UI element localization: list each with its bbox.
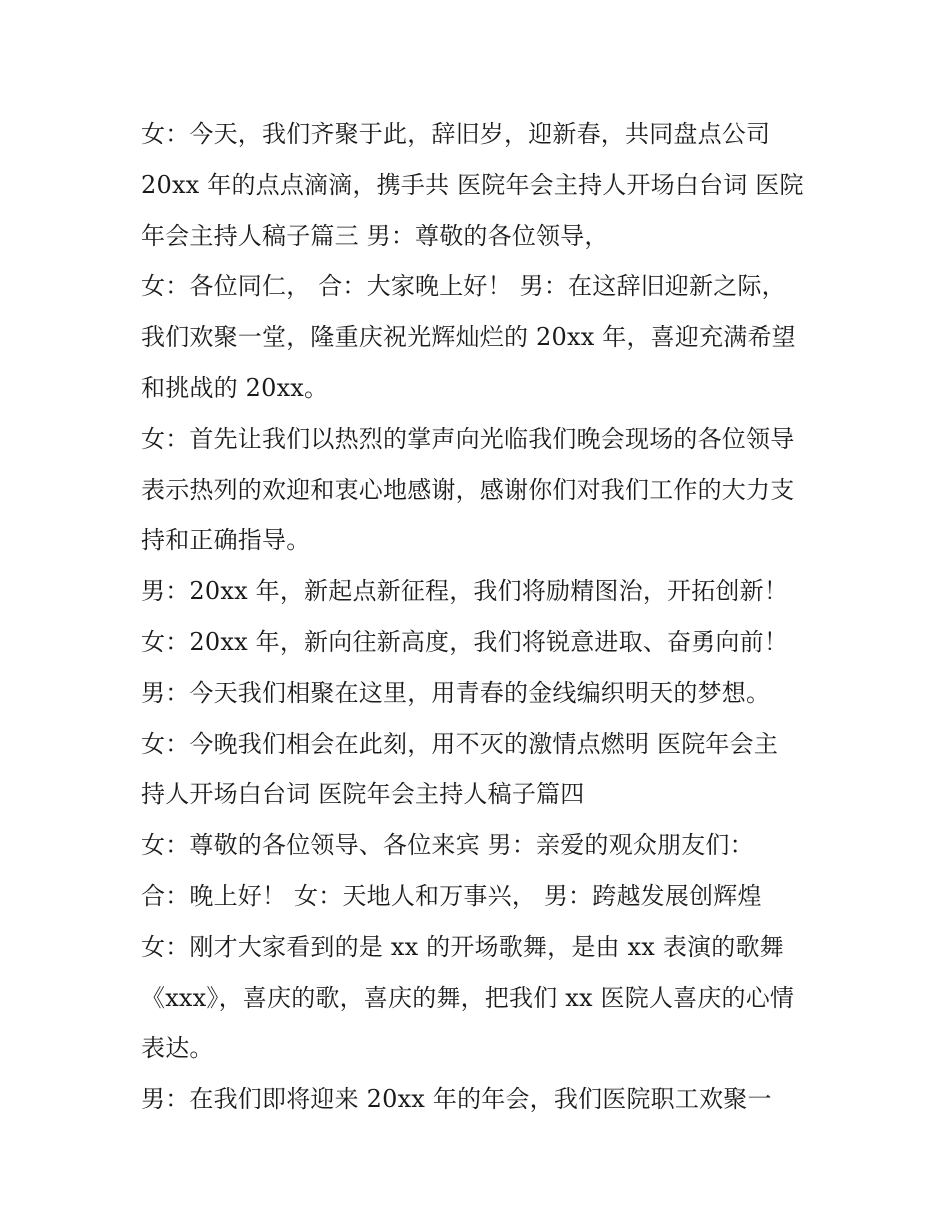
text-line: 年会主持人稿子篇三 男：尊敬的各位领导，: [141, 221, 609, 250]
text-line: 女：首先让我们以热烈的掌声向光临我们晚会现场的各位领导: [141, 424, 795, 453]
text-line: 20xx 年的点点滴滴，携手共 医院年会主持人开场白台词 医院: [141, 170, 804, 199]
text-line: 和挑战的 20xx。: [141, 373, 329, 402]
document-body: [141, 109, 841, 1125]
text-line: 表达。: [141, 1034, 214, 1063]
text-line: 女：今天，我们齐聚于此，辞旧岁，迎新春，共同盘点公司: [141, 120, 771, 148]
text-line: 合：晚上好！ 女：天地人和万事兴， 男：跨越发展创辉煌: [141, 881, 762, 910]
text-line: 女：各位同仁， 合：大家晚上好！ 男：在这辞旧迎新之际，: [141, 272, 786, 301]
text-line: 女：20xx 年，新向往新高度，我们将锐意进取、奋勇向前！: [141, 627, 789, 656]
text-line: 男：20xx 年，新起点新征程，我们将励精图治，开拓创新！: [141, 577, 789, 606]
text-line: 女：今晚我们相会在此刻，用不灭的激情点燃明 医院年会主: [141, 729, 779, 758]
text-line: 表示热列的欢迎和衷心地感谢，感谢你们对我们工作的大力支: [141, 475, 795, 504]
text-line: 女：尊敬的各位领导、各位来宾 男：亲爱的观众朋友们：: [141, 831, 754, 860]
text-line: 男：在我们即将迎来 20xx 年的年会，我们医院职工欢聚一: [141, 1085, 772, 1114]
text-line: 持人开场白台词 医院年会主持人稿子篇四: [141, 780, 585, 809]
text-line: 《xxx》，喜庆的歌，喜庆的舞，把我们 xx 医院人喜庆的心情: [141, 983, 795, 1012]
text-line: 男：今天我们相聚在这里，用青春的金线编织明天的梦想。: [141, 678, 771, 707]
text-line: 我们欢聚一堂，隆重庆祝光辉灿烂的 20xx 年，喜迎充满希望: [141, 323, 796, 352]
text-line: 女：刚才大家看到的是 xx 的开场歌舞，是由 xx 表演的歌舞: [141, 932, 784, 961]
text-line: 持和正确指导。: [141, 526, 311, 555]
